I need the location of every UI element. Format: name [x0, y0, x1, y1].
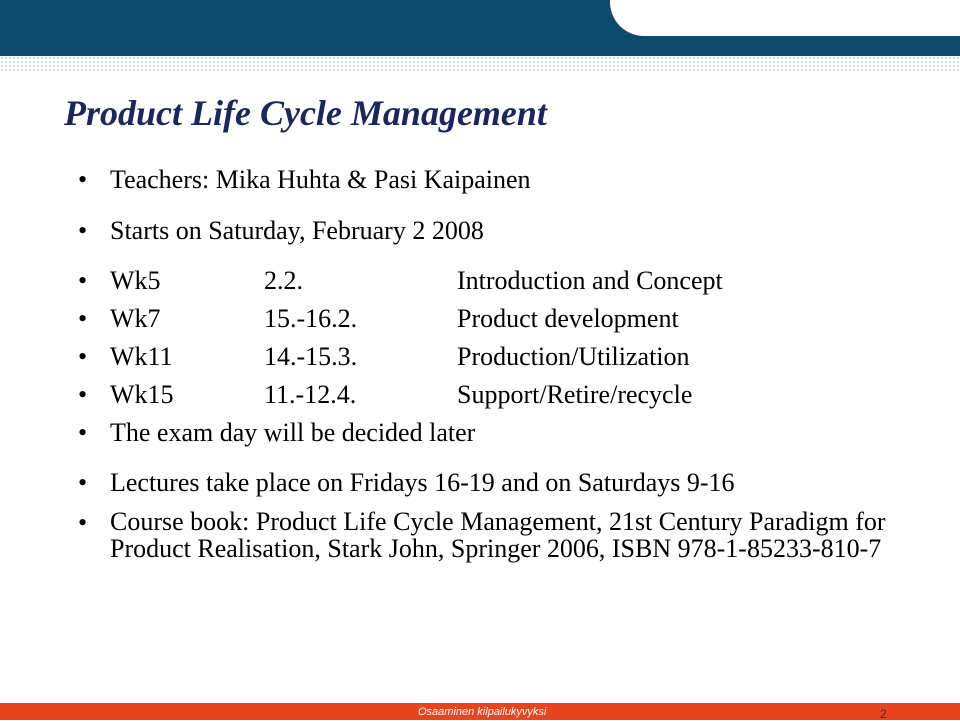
bullet-icon: • [78, 342, 88, 371]
exam-text: The exam day will be decided later [110, 418, 476, 447]
schedule-topic: Support/Retire/recycle [457, 380, 693, 409]
header-tab-decoration [610, 0, 960, 36]
bullet-icon: • [78, 508, 88, 537]
teachers-text: Teachers: Mika Huhta & Pasi Kaipainen [110, 165, 531, 194]
bullet-icon: • [78, 468, 88, 497]
schedule-dates: 15.-16.2. [264, 304, 358, 333]
schedule-week: Wk11 [110, 342, 173, 371]
schedule-dates: 14.-15.3. [264, 342, 358, 371]
bullet-icon: • [78, 380, 88, 409]
bullet-icon: • [78, 418, 88, 447]
schedule-week: Wk7 [110, 304, 161, 333]
header-dot-pattern [0, 56, 960, 72]
bullet-icon: • [78, 266, 88, 295]
footer-slogan: Osaaminen kilpailukyvyksi [418, 706, 547, 718]
slide-title: Product Life Cycle Management [64, 93, 547, 133]
bullet-icon: • [78, 304, 88, 333]
page-number: 2 [880, 707, 887, 721]
schedule-topic: Introduction and Concept [457, 266, 723, 295]
start-date-text: Starts on Saturday, February 2 2008 [110, 216, 484, 245]
course-book-text: Course book: Product Life Cycle Management, 21st Century Paradigm for Product Realisation, Stark John, Springer 2006, ISBN 978-1-85233-810-7 [110, 507, 886, 563]
lectures-text: Lectures take place on Fridays 16-19 and on Saturdays 9-16 [110, 468, 735, 497]
bullet-icon: • [78, 216, 88, 245]
schedule-topic: Production/Utilization [457, 342, 690, 371]
footer-bar [0, 703, 960, 720]
schedule-week: Wk15 [110, 380, 174, 409]
schedule-dates: 11.-12.4. [264, 380, 357, 409]
schedule-dates: 2.2. [264, 266, 303, 295]
schedule-week: Wk5 [110, 266, 161, 295]
schedule-topic: Product development [457, 304, 679, 333]
bullet-icon: • [78, 165, 88, 194]
